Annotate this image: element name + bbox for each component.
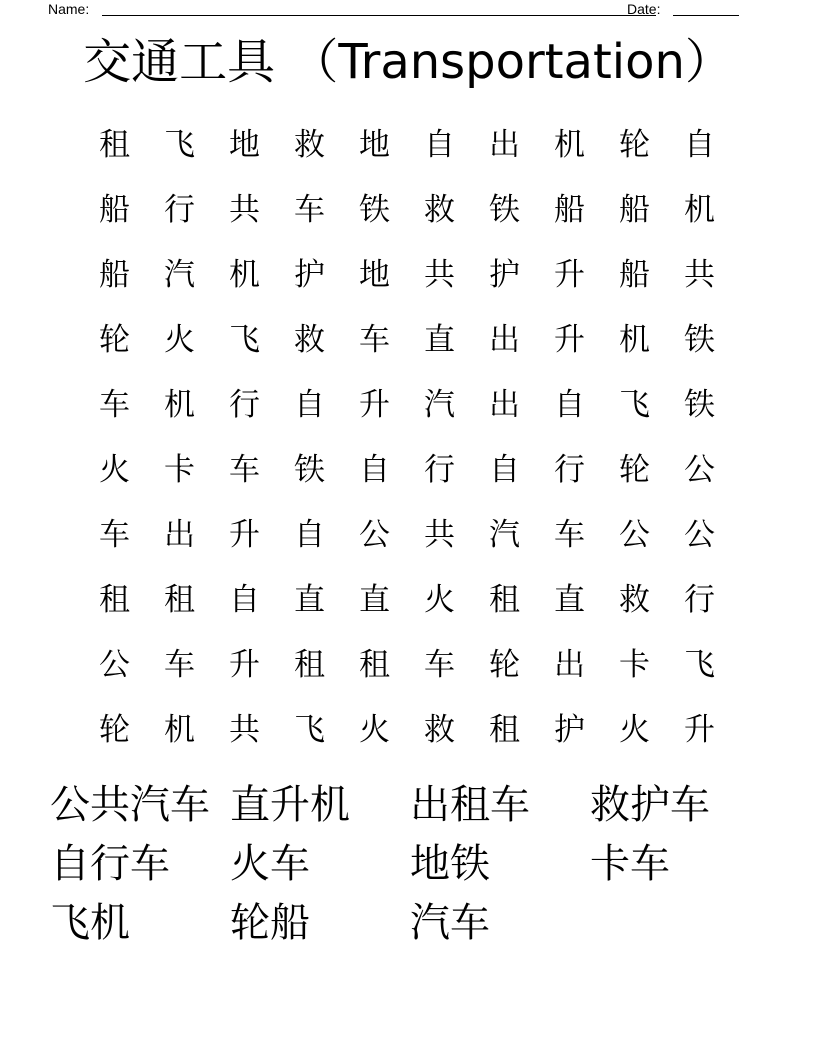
grid-cell[interactable]: 轮 <box>489 647 520 683</box>
grid-cell[interactable]: 租 <box>99 582 130 618</box>
grid-cell[interactable]: 直 <box>424 322 455 358</box>
grid-cell[interactable]: 升 <box>684 712 715 748</box>
grid-cell[interactable]: 汽 <box>424 387 455 423</box>
word-bank-item: 公共汽车 <box>50 782 210 828</box>
grid-cell[interactable]: 铁 <box>684 387 715 423</box>
grid-cell[interactable]: 火 <box>99 452 130 488</box>
grid-cell[interactable]: 卡 <box>619 647 650 683</box>
grid-cell[interactable]: 轮 <box>99 712 130 748</box>
grid-cell[interactable]: 升 <box>229 647 260 683</box>
grid-cell[interactable]: 护 <box>294 257 325 293</box>
grid-cell[interactable]: 铁 <box>684 322 715 358</box>
grid-cell[interactable]: 自 <box>294 517 325 553</box>
grid-row <box>82 373 732 438</box>
grid-cell[interactable]: 机 <box>164 387 195 423</box>
grid-row <box>82 503 732 568</box>
grid-cell[interactable]: 机 <box>554 127 585 163</box>
grid-cell[interactable]: 行 <box>164 192 195 228</box>
grid-cell[interactable]: 车 <box>99 517 130 553</box>
grid-row <box>82 698 732 763</box>
grid-cell[interactable]: 自 <box>489 452 520 488</box>
grid-cell[interactable]: 铁 <box>489 192 520 228</box>
grid-cell[interactable]: 行 <box>684 582 715 618</box>
grid-cell[interactable]: 公 <box>359 517 390 553</box>
word-bank-item: 救护车 <box>590 782 710 828</box>
word-bank-item: 汽车 <box>410 900 490 946</box>
grid-cell[interactable]: 船 <box>99 192 130 228</box>
grid-cell[interactable]: 救 <box>424 192 455 228</box>
grid-cell[interactable]: 救 <box>294 322 325 358</box>
grid-row <box>82 243 732 308</box>
grid-cell[interactable]: 自 <box>424 127 455 163</box>
grid-cell[interactable]: 护 <box>489 257 520 293</box>
header-line <box>48 0 748 20</box>
grid-cell[interactable]: 升 <box>554 257 585 293</box>
grid-cell[interactable]: 轮 <box>619 127 650 163</box>
word-bank-item: 直升机 <box>230 782 350 828</box>
grid-cell[interactable]: 行 <box>554 452 585 488</box>
page-title: 交通工具 （Transportation） <box>83 34 733 90</box>
grid-cell[interactable]: 车 <box>229 452 260 488</box>
date-label: Date: <box>627 1 661 17</box>
grid-cell[interactable]: 直 <box>359 582 390 618</box>
word-bank-item: 飞机 <box>50 900 130 946</box>
grid-cell[interactable]: 自 <box>554 387 585 423</box>
grid-cell[interactable]: 自 <box>684 127 715 163</box>
name-label: Name: <box>48 1 90 17</box>
grid-cell[interactable]: 船 <box>554 192 585 228</box>
grid-cell[interactable]: 轮 <box>619 452 650 488</box>
grid-cell[interactable]: 直 <box>554 582 585 618</box>
date-blank-line[interactable] <box>673 15 739 16</box>
grid-cell[interactable]: 护 <box>554 712 585 748</box>
grid-cell[interactable]: 自 <box>359 452 390 488</box>
grid-cell[interactable]: 救 <box>294 127 325 163</box>
grid-cell[interactable]: 车 <box>424 647 455 683</box>
grid-cell[interactable]: 飞 <box>294 712 325 748</box>
grid-cell[interactable]: 行 <box>424 452 455 488</box>
grid-cell[interactable]: 船 <box>99 257 130 293</box>
grid-cell[interactable]: 船 <box>619 192 650 228</box>
grid-cell[interactable]: 共 <box>684 257 715 293</box>
grid-cell[interactable]: 火 <box>424 582 455 618</box>
grid-cell[interactable]: 公 <box>684 517 715 553</box>
grid-cell[interactable]: 出 <box>489 322 520 358</box>
word-bank-item: 火车 <box>230 841 310 887</box>
grid-cell[interactable]: 机 <box>684 192 715 228</box>
grid-cell[interactable]: 机 <box>164 712 195 748</box>
word-bank-item: 卡车 <box>590 841 670 887</box>
grid-row <box>82 438 732 503</box>
grid-row <box>82 633 732 698</box>
grid-cell[interactable]: 行 <box>229 387 260 423</box>
grid-cell[interactable]: 共 <box>229 712 260 748</box>
grid-cell[interactable]: 租 <box>489 582 520 618</box>
word-bank-item: 轮船 <box>230 900 310 946</box>
grid-cell[interactable]: 机 <box>229 257 260 293</box>
grid-cell[interactable]: 共 <box>424 517 455 553</box>
grid-cell[interactable]: 租 <box>489 712 520 748</box>
grid-cell[interactable]: 机 <box>619 322 650 358</box>
grid-cell[interactable]: 出 <box>489 387 520 423</box>
grid-cell[interactable]: 租 <box>359 647 390 683</box>
grid-cell[interactable]: 船 <box>619 257 650 293</box>
grid-cell[interactable]: 铁 <box>294 452 325 488</box>
grid-cell[interactable]: 公 <box>99 647 130 683</box>
grid-cell[interactable]: 出 <box>164 517 195 553</box>
grid-cell[interactable]: 火 <box>164 322 195 358</box>
grid-cell[interactable]: 飞 <box>684 647 715 683</box>
grid-cell[interactable]: 卡 <box>164 452 195 488</box>
grid-cell[interactable]: 轮 <box>99 322 130 358</box>
grid-cell[interactable]: 出 <box>554 647 585 683</box>
grid-cell[interactable]: 升 <box>359 387 390 423</box>
grid-cell[interactable]: 租 <box>99 127 130 163</box>
grid-cell[interactable]: 车 <box>164 647 195 683</box>
grid-row <box>82 308 732 373</box>
grid-cell[interactable]: 地 <box>359 127 390 163</box>
grid-cell[interactable]: 租 <box>294 647 325 683</box>
grid-cell[interactable]: 车 <box>359 322 390 358</box>
word-bank <box>50 776 770 953</box>
grid-cell[interactable]: 自 <box>294 387 325 423</box>
grid-cell[interactable]: 救 <box>424 712 455 748</box>
grid-cell[interactable]: 车 <box>294 192 325 228</box>
grid-cell[interactable]: 升 <box>229 517 260 553</box>
grid-cell[interactable]: 飞 <box>229 322 260 358</box>
grid-cell[interactable]: 升 <box>554 322 585 358</box>
grid-cell[interactable]: 出 <box>489 127 520 163</box>
grid-row <box>82 178 732 243</box>
name-blank-line[interactable] <box>102 15 656 16</box>
grid-cell[interactable]: 共 <box>424 257 455 293</box>
word-bank-item: 自行车 <box>50 841 170 887</box>
grid-cell[interactable]: 直 <box>294 582 325 618</box>
grid-cell[interactable]: 飞 <box>619 387 650 423</box>
grid-cell[interactable]: 火 <box>619 712 650 748</box>
grid-cell[interactable]: 共 <box>229 192 260 228</box>
grid-cell[interactable]: 自 <box>229 582 260 618</box>
grid-cell[interactable]: 租 <box>164 582 195 618</box>
grid-cell[interactable]: 救 <box>619 582 650 618</box>
grid-row <box>82 568 732 633</box>
grid-cell[interactable]: 车 <box>554 517 585 553</box>
grid-row <box>82 113 732 178</box>
grid-cell[interactable]: 地 <box>229 127 260 163</box>
grid-cell[interactable]: 汽 <box>489 517 520 553</box>
grid-cell[interactable]: 车 <box>99 387 130 423</box>
word-bank-item: 地铁 <box>410 841 490 887</box>
grid-cell[interactable]: 地 <box>359 257 390 293</box>
word-bank-item: 出租车 <box>410 782 530 828</box>
grid-cell[interactable]: 公 <box>684 452 715 488</box>
grid-cell[interactable]: 飞 <box>164 127 195 163</box>
word-search-grid <box>82 113 732 763</box>
grid-cell[interactable]: 铁 <box>359 192 390 228</box>
grid-cell[interactable]: 公 <box>619 517 650 553</box>
grid-cell[interactable]: 汽 <box>164 257 195 293</box>
grid-cell[interactable]: 火 <box>359 712 390 748</box>
